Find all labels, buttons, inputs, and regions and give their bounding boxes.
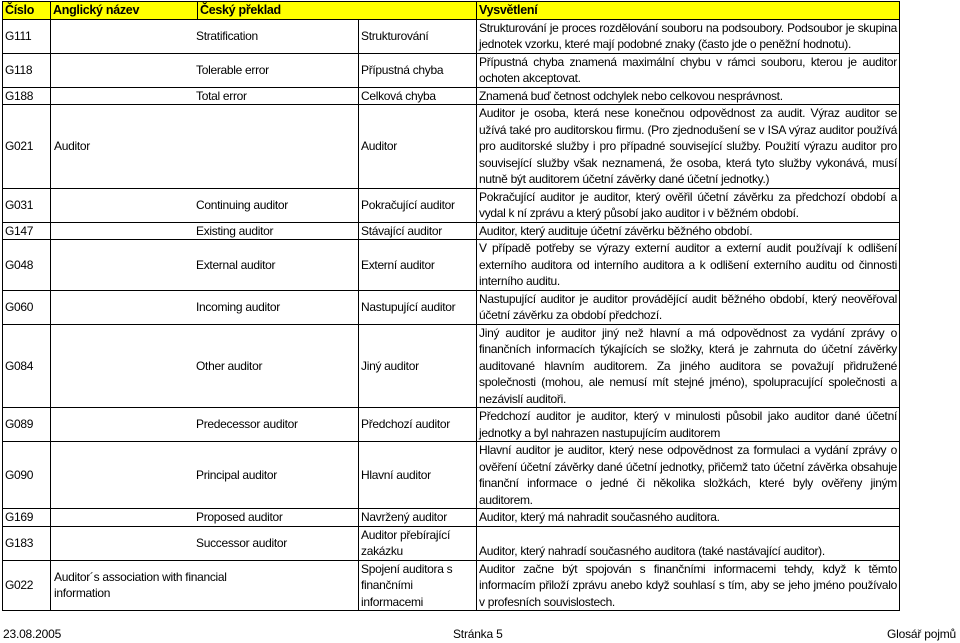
table-row [3, 509, 900, 527]
row-code: G060 [3, 290, 51, 324]
row-code: G048 [3, 240, 51, 291]
row-english: Incoming auditor [51, 290, 359, 324]
row-czech: Hlavní auditor [359, 442, 477, 509]
row-english: Auditor´s association with financial information [51, 560, 359, 611]
row-english: Tolerable error [51, 53, 359, 87]
row-czech: Auditor [359, 105, 477, 189]
table-row [3, 222, 900, 240]
row-code: G021 [3, 105, 51, 189]
footer-page: Stránka 5 [453, 627, 503, 641]
row-explanation: Hlavní auditor je auditor, který nese odpovědnost za formulaci a vydání zprávy o ověření účetní závěrky dané účetní jednotky, přičemž tato účetní závěrka obsahuje finanční informace o jedné či několika složkách, které byly ověřeny jiným auditorem. [477, 442, 900, 509]
row-code: G031 [3, 188, 51, 222]
table-row [3, 105, 900, 189]
row-english: Continuing auditor [51, 188, 359, 222]
row-english: External auditor [51, 240, 359, 291]
row-code: G188 [3, 87, 51, 105]
row-czech: Auditor přebírající zakázku [359, 526, 477, 560]
row-czech: Předchozí auditor [359, 408, 477, 442]
row-code: G183 [3, 526, 51, 560]
row-explanation: Pokračující auditor je auditor, který ověřil účetní závěrku za předchozí období a vydal k ní zprávu a který působí jako auditor i v běžném období. [477, 188, 900, 222]
footer-title: Glosář pojmů [887, 627, 956, 641]
row-code: G090 [3, 442, 51, 509]
row-code: G118 [3, 53, 51, 87]
row-code: G084 [3, 324, 51, 408]
table-row [3, 87, 900, 105]
row-czech: Strukturování [359, 19, 477, 53]
table-row [3, 442, 900, 509]
row-explanation: Strukturování je proces rozdělování souboru na podsoubory. Podsoubor je skupina jednotek vzorku, které mají podobné znaky (často jde o peněžní hodnotu). [477, 19, 900, 53]
row-code: G089 [3, 408, 51, 442]
row-czech: Nastupující auditor [359, 290, 477, 324]
row-explanation: Jiný auditor je auditor jiný než hlavní a má odpovědnost za vydání zprávy o finančních informacích týkajících se složky, která je zahrnuta do účetní závěrky auditované hlavním auditorem. Za jiného auditora se považují přidružené společnosti (mohou, ale nemusí mít stejné jméno), spolupracující společnosti a nezávislí auditoři. [477, 324, 900, 408]
row-english: Successor auditor [51, 526, 359, 560]
row-explanation: Auditor, který má nahradit současného auditora. [477, 509, 900, 527]
row-explanation: Znamená buď četnost odchylek nebo celkovou nesprávnost. [477, 87, 900, 105]
glossary-table [2, 1, 900, 611]
table-row [3, 240, 900, 291]
table-row [3, 290, 900, 324]
row-czech: Navržený auditor [359, 509, 477, 527]
row-english: Stratification [51, 19, 359, 53]
row-explanation: Auditor je osoba, která nese konečnou odpovědnost za audit. Výraz auditor se užívá také pro auditorskou firmu. (Pro zjednodušení se v ISA výraz auditor používá pro auditorské služby i pro případné související služby. Použití výrazu auditor pro související služby však neznamená, že osoba, která tyto služby vykonává, musí nutně být auditorem účetní závěrky dané účetní jednotky.) [477, 105, 900, 189]
row-czech: Stávající auditor [359, 222, 477, 240]
row-code: G111 [3, 19, 51, 53]
row-code: G169 [3, 509, 51, 527]
row-czech: Přípustná chyba [359, 53, 477, 87]
row-czech: Pokračující auditor [359, 188, 477, 222]
row-english: Principal auditor [51, 442, 359, 509]
table-row [3, 526, 900, 560]
header-english: Anglický název [51, 2, 198, 20]
header-czech: Český překlad [198, 2, 477, 20]
row-czech: Celková chyba [359, 87, 477, 105]
row-explanation: Nastupující auditor je auditor provádějící audit běžného období, který neověřoval účetní závěrku za období předchozí. [477, 290, 900, 324]
row-english: Existing auditor [51, 222, 359, 240]
row-explanation: Auditor, který nahradí současného auditora (také nastávající auditor). [477, 526, 900, 560]
header-explanation: Vysvětlení [477, 2, 900, 20]
row-explanation: Přípustná chyba znamená maximální chybu v rámci souboru, kterou je auditor ochoten akceptovat. [477, 53, 900, 87]
row-explanation: Předchozí auditor je auditor, který v minulosti působil jako auditor dané účetní jednotky a byl nahrazen nastupujícím auditorem [477, 408, 900, 442]
footer-date: 23.08.2005 [3, 627, 62, 641]
row-code: G022 [3, 560, 51, 611]
row-czech: Jiný auditor [359, 324, 477, 408]
row-czech: Externí auditor [359, 240, 477, 291]
row-code: G147 [3, 222, 51, 240]
row-english: Predecessor auditor [51, 408, 359, 442]
row-english: Proposed auditor [51, 509, 359, 527]
table-row [3, 560, 900, 611]
row-explanation: V případě potřeby se výrazy externí auditor a externí audit používají k odlišení externího auditora od interního auditora a k odlišení externího auditu od činnosti interního auditu. [477, 240, 900, 291]
table-row [3, 324, 900, 408]
table-header-row [3, 2, 900, 20]
row-explanation: Auditor začne být spojován s finančními informacemi tehdy, když k těmto informacím přiloží zprávu anebo když souhlasí s tím, aby se jeho jméno používalo v profesních souvislostech. [477, 560, 900, 611]
table-row [3, 53, 900, 87]
row-english: Other auditor [51, 324, 359, 408]
row-explanation: Auditor, který audituje účetní závěrku běžného období. [477, 222, 900, 240]
row-english: Auditor [51, 105, 359, 189]
table-row [3, 19, 900, 53]
row-czech: Spojení auditora s finančními informacemi [359, 560, 477, 611]
row-english: Total error [51, 87, 359, 105]
header-code: Číslo [3, 2, 51, 20]
table-row [3, 408, 900, 442]
table-row [3, 188, 900, 222]
